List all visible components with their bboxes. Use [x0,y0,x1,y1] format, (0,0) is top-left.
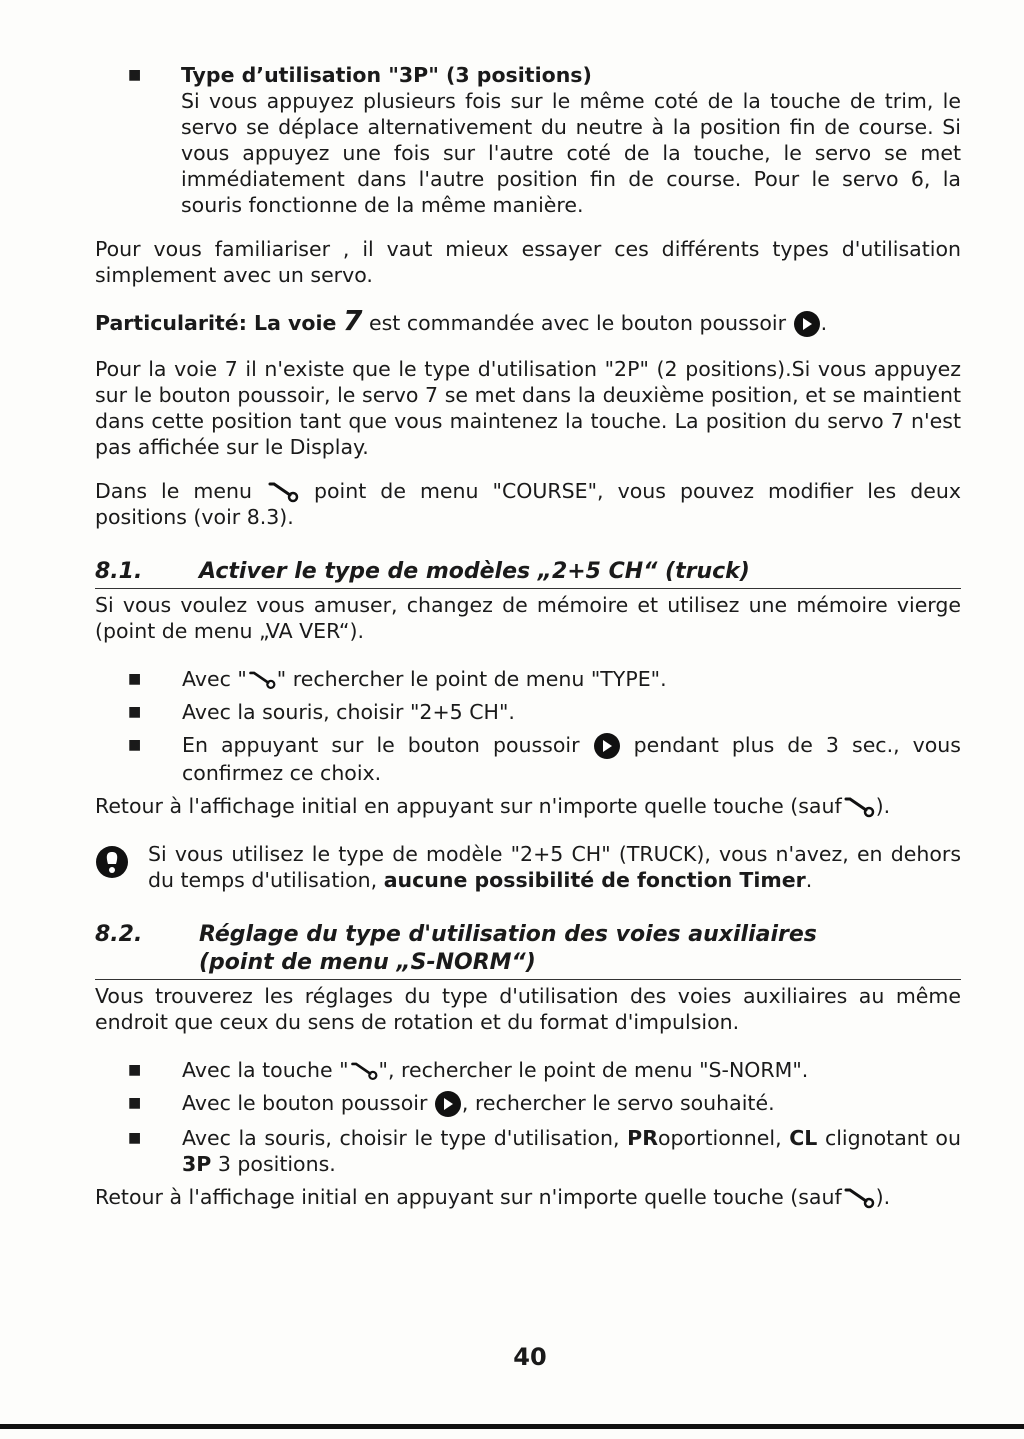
retour-text: Retour à l'affichage initial en appuyant sur n'importe quelle touche (sauf [95,794,842,818]
course-after: point de menu "COURSE", vous pouvez modifier les deux positions (voir 8.3). [95,479,961,529]
list-item [95,666,961,692]
warning-text [148,841,961,893]
section-title: Activer le type de modèles „2+5 CH“ (truck) [199,559,750,584]
exclamation-icon [95,845,129,879]
item-text: Avec la souris, choisir le type d'utilisation, [182,1126,620,1150]
bottom-rule [0,1424,1024,1429]
list-8-1 [95,666,961,786]
retour-text: ). [875,794,891,818]
item-text: " rechercher le point de menu "TYPE". [276,667,667,691]
paragraph-retour [95,1184,961,1210]
bullet-mark: ■ [128,1062,142,1078]
item-text: pendant plus de 3 sec., vous confirmez ce choix. [182,733,961,785]
bullet-mark: ■ [128,671,142,687]
item-text: oportionnel, [657,1126,782,1150]
paragraph-voie7: Pour la voie 7 il n'existe que le type d'utilisation "2P" (2 positions).Si vous appuyez sur le bouton poussoir, le servo 7 se met dans la deuxième position, et se maintient dans cette position tant que vous maintenez la touche. La position du servo 7 n'est pas affichée sur le Display. [95,357,961,459]
bullet-mark: ■ [128,737,142,753]
wrench-icon [842,796,876,818]
bullet-title: Type d’utilisation "3P" (3 positions) [181,63,592,87]
item-bold: PR [627,1126,658,1150]
bullet-mark: ■ [128,1130,142,1146]
list-item [95,1057,961,1083]
particularite-label: Particularité: La voie [95,311,337,335]
section-intro: Vous trouverez les réglages du type d'utilisation des voies auxiliaires au même endroit que ceux du sens de rotation et du format d'impulsion. [95,984,961,1034]
list-item [95,732,961,786]
particularite-end: . [820,311,828,335]
list-item [95,1090,961,1118]
retour-text: Retour à l'affichage initial en appuyant sur n'importe quelle touche (sauf [95,1185,842,1209]
push-button-icon [434,1090,462,1118]
document-page [95,62,961,1210]
list-item [95,1125,961,1177]
bullet-mark: ■ [128,1095,142,1111]
item-text: , rechercher le servo souhaité. [461,1091,775,1115]
section-number: 8.2. [95,922,143,947]
retour-text: ). [875,1185,891,1209]
paragraph-particularite [95,304,961,338]
warning-after: . [805,868,813,892]
channel-7-digit: 7 [342,304,363,337]
item-text: Avec la souris, choisir "2+5 CH". [182,700,515,724]
paragraph-retour [95,793,961,819]
item-text: Avec le bouton poussoir [182,1091,428,1115]
section-intro: Si vous voulez vous amuser, changez de mémoire et utilisez une mémoire vierge (point de menu „VA VER“). [95,593,961,643]
item-text: clignotant ou [824,1126,961,1150]
item-text: 3 positions. [217,1152,336,1176]
bullet-mark: ■ [128,67,142,83]
section-title-line2: (point de menu „S-NORM“) [199,950,536,975]
wrench-icon [266,481,300,503]
bullet-text: Si vous appuyez plusieurs fois sur le même coté de la touche de trim, le servo se déplace alternativement du neutre à la position fin de course. Si vous appuyez une fois sur l'autre coté de la touche, le servo se met immédiatement dans l'autre position fin de course. Pour le servo 6, la souris fonctionne de la même manière. [181,89,961,217]
push-button-icon [593,732,621,760]
warning-note [95,841,961,893]
section-heading-8-1 [95,558,961,589]
paragraph-familiariser: Pour vous familiariser , il vaut mieux essayer ces différents types d'utilisation simplement avec un servo. [95,237,961,287]
list-8-2 [95,1057,961,1177]
item-text: ", rechercher le point de menu "S-NORM". [378,1058,809,1082]
wrench-icon [247,670,277,690]
bullet-3p [95,62,961,218]
warning-before: Si vous utilisez le type de modèle "2+5 CH" (TRUCK), vous n'avez, en dehors du temps d'utilisation, [148,842,961,892]
section-number: 8.1. [95,559,143,584]
particularite-text: est commandée avec le bouton poussoir [368,311,787,335]
item-bold: 3P [182,1152,212,1176]
wrench-icon [349,1061,379,1081]
bullet-mark: ■ [128,704,142,720]
page-number: 40 [513,1343,547,1371]
warning-bold: aucune possibilité de fonction Timer [383,868,806,892]
section-heading-8-2 [95,921,961,980]
item-text: En appuyant sur le bouton poussoir [182,733,580,757]
paragraph-course [95,478,961,530]
item-text: Avec " [182,667,247,691]
item-bold: CL [789,1126,818,1150]
course-before: Dans le menu [95,479,252,503]
list-item [95,699,961,725]
section-title-line1: Réglage du type d'utilisation des voies auxiliaires [199,922,817,947]
wrench-icon [842,1187,876,1209]
push-button-icon [793,310,821,338]
item-text: Avec la touche " [182,1058,349,1082]
